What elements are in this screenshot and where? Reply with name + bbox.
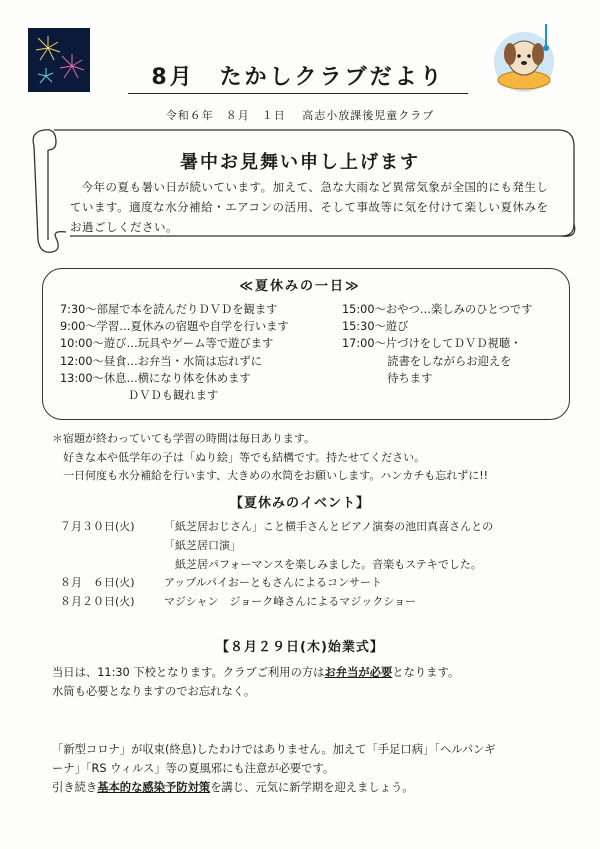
event-row — [60, 593, 493, 612]
ceremony-text: 当日は、11:30 下校となります。クラブご利用の方は — [52, 666, 325, 679]
schedule-item: 9:00～学習…夏休みの宿題や自学を行います — [60, 320, 289, 334]
health-text: を講じ、元気に新学期を迎えましょう。 — [210, 781, 414, 794]
page-title: 8月 たかしクラブだより — [128, 60, 468, 94]
fireworks-illustration — [28, 28, 90, 92]
schedule-item: 15:00～おやつ…楽しみのひとつです — [342, 303, 533, 316]
health-line: ーナ」「RS ウィルス」等の夏風邪にも注意が必要です。 — [52, 762, 335, 775]
schedule-item: 7:30～部屋で本を読んだりＤＶＤを観ます — [60, 303, 278, 316]
event-date: ８月 ６日(火) — [60, 576, 135, 590]
event-date: ８月２０日(火) — [60, 595, 135, 609]
schedule-item: 12:00～昼食…お弁当・水筒は忘れずに — [60, 354, 263, 368]
note-line: 一日何度も水分補給を行います、大きめの水筒をお願いします。ハンカチも忘れずに!! — [52, 469, 489, 483]
health-text: 引き続き — [52, 781, 98, 794]
schedule-item: 読書をしながらお迎えを — [342, 354, 512, 368]
event-text: アップルパイおーともさんによるコンサート — [164, 576, 383, 590]
event-row — [60, 537, 493, 556]
health-line — [52, 778, 496, 797]
greeting-heading: 暑中お見舞い申し上げます — [180, 152, 420, 173]
schedule-right-column — [342, 301, 533, 387]
event-date: ７月３０日(火) — [60, 520, 135, 533]
ceremony-title: 【８月２９日(木)始業式】 — [216, 640, 384, 655]
notes-list — [52, 430, 488, 486]
prevention-emphasis: 基本的な感染予防対策 — [97, 781, 211, 794]
schedule-left-column — [60, 301, 289, 404]
ceremony-text: となります。 — [392, 666, 460, 679]
lunch-required-emphasis: お弁当が必要 — [324, 666, 393, 679]
event-text: 紙芝居パフォーマンスを楽しみました。音楽もステキでした。 — [164, 557, 482, 571]
event-text: 「紙芝居おじさん」こと横手さんとピアノ演奏の池田真喜さんとの — [164, 520, 494, 533]
event-row — [60, 556, 493, 575]
note-line: ＊宿題が終わっていても学習の時間は毎日あります。 — [52, 432, 316, 445]
schedule-item: 17:00～片づけをしてＤＶＤ視聴・ — [342, 337, 522, 351]
health-line: 「新型コロナ」が収束(終息)したわけではありません。加えて「手足口病」「ヘルパンギ — [52, 743, 496, 756]
note-line: 好きな本や低学年の子は「ぬり絵」等でも結構です。持たせてください。 — [52, 450, 426, 464]
events-list — [60, 518, 493, 612]
events-title: 【夏休みのイベント】 — [229, 496, 370, 511]
health-notice — [52, 740, 496, 797]
schedule-item: 10:00～遊び…玩具やゲーム等で遊びます — [60, 337, 274, 351]
event-text: マジシャン ジョーク峰さんによるマジックショー — [164, 595, 417, 609]
ceremony-line — [52, 663, 459, 682]
schedule-item: ＤＶＤも観れます — [60, 389, 219, 403]
dog-swim-ring-illustration — [486, 18, 562, 98]
ceremony-body — [52, 663, 459, 701]
greeting-body: 今年の夏も暑い日が続いています。加えて、急な大雨など異常気象が全国的にも発生しています。適度な水分補給・エアコンの活用、そして事故等に気を付けて楽しい夏休みをお過ごしください。 — [70, 180, 549, 234]
organization-name: 高志小放課後児童クラブ — [302, 109, 435, 122]
issue-date: 令和６年 ８月 １日 — [165, 109, 286, 122]
schedule-item: 待ちます — [342, 371, 433, 385]
event-row — [60, 574, 493, 593]
event-row — [60, 518, 493, 537]
schedule-title: ≪夏休みの一日≫ — [239, 279, 361, 294]
schedule-item: 13:00～休息…横になり体を休めます — [60, 371, 251, 385]
ceremony-line: 水筒も必要となりますのでお忘れなく。 — [52, 685, 256, 698]
event-text: 「紙芝居口演」 — [164, 538, 241, 552]
schedule-item: 15:30～遊び — [342, 320, 409, 334]
